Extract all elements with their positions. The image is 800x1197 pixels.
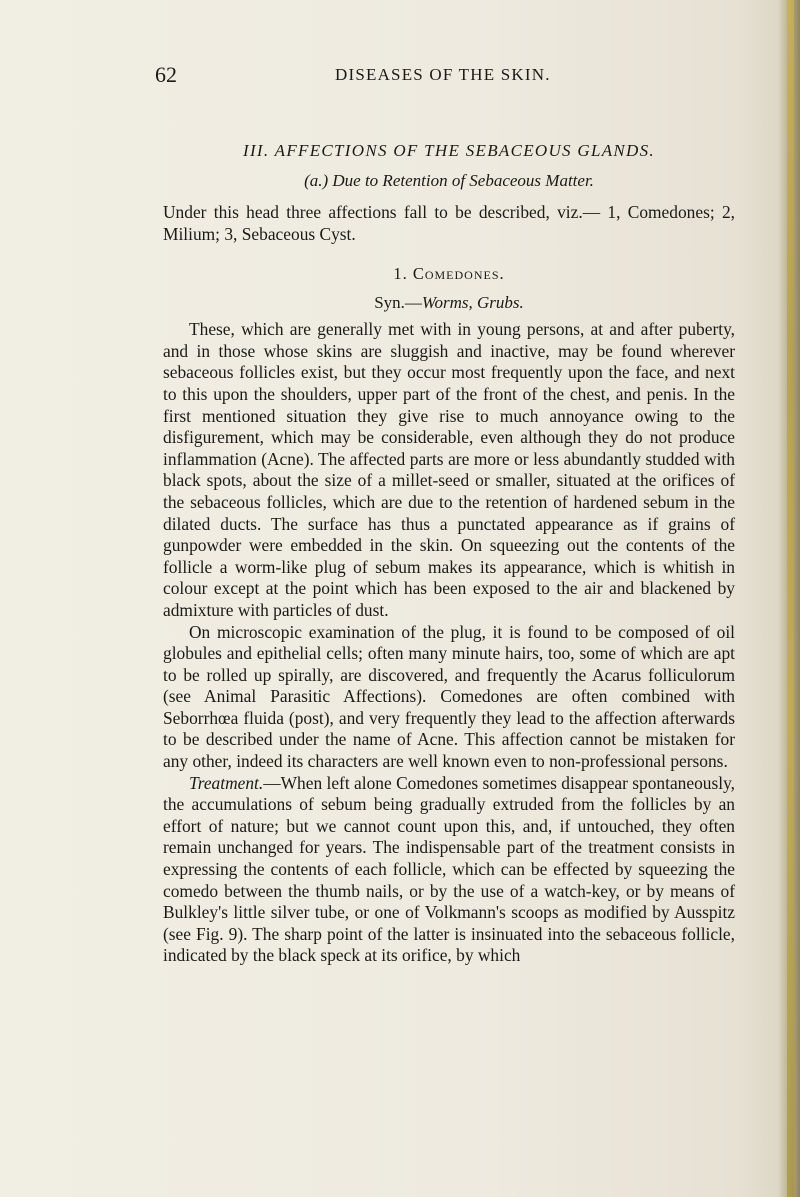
page-body <box>163 140 735 967</box>
treatment-text: —When left alone Comedones sometimes disappear spontaneously, the accumulations of sebum being gradually extruded from the follicles by an effort of nature; but we cannot count upon this, and, if untouched, they often remain unchanged for years. The indispensable part of the treatment consists in expressing the contents of each follicle, which can be effected by squeezing the comedo between the thumb nails, or by the use of a watch-key, or by means of Bulkley's little silver tube, or one of Volkmann's scoops as modified by Ausspitz (see Fig. 9). The sharp point of the latter is insinuated into the sebaceous follicle, indicated by the black speck at its orifice, by which <box>163 772 735 966</box>
paragraph-microscopic: On microscopic examination of the plug, it is found to be composed of oil globules and epithelial cells; often many minute hairs, too, some of which are apt to be rolled up spirally, are discovered, and frequently the Acarus folliculorum (see Animal Parasitic Affections). Comedones are often combined with Seborrhœa fluida (post), and very frequently they lead to the affection afterwards to be described under the name of Acne. This affection cannot be mistaken for any other, indeed its characters are well known even to non-professional persons. <box>163 621 735 772</box>
page-edge-binding <box>787 0 794 1197</box>
page-header <box>155 62 755 94</box>
treatment-lead: Treatment. <box>189 772 264 793</box>
paragraph-treatment <box>163 773 735 967</box>
section-intro: Under this head three affections fall to be described, viz.— 1, Comedones; 2, Milium; 3, Sebaceous Cyst. <box>163 202 735 244</box>
page-number: 62 <box>155 62 177 87</box>
section-title: III. AFFECTIONS OF THE SEBACEOUS GLANDS. <box>243 141 655 160</box>
synonyms-line <box>163 292 735 313</box>
section-subtitle: (a.) Due to Retention of Sebaceous Matter. <box>304 171 594 190</box>
synonyms-label: Syn.— <box>374 293 422 313</box>
subsection-heading: 1. Comedones. <box>393 264 505 284</box>
synonyms-value: Worms, Grubs. <box>421 293 524 313</box>
paragraph-description: These, which are generally met with in young persons, at and after puberty, and in those whose skins are sluggish and inactive, may be found wherever sebaceous follicles exist, but they occur most frequently upon the face, and next to this upon the shoulders, upper part of the front of the chest, and penis. In the first mentioned situation they give rise to much annoyance owing to the disfigurement, which may be considerable, even although they do not produce inflammation (Acne). The affected parts are more or less abundantly studded with black spots, about the size of a millet-seed or smaller, situated at the orifices of the sebaceous follicles, which are due to the retention of hardened sebum in the dilated ducts. The surface has thus a punctated appearance as if grains of gunpowder were embedded in the skin. On squeezing out the contents of the follicle a worm-like plug of sebum makes its appearance, which is whitish in colour except at the point which has been exposed to the air and blackened by admixture with particles of dust. <box>163 319 735 620</box>
running-head: DISEASES OF THE SKIN. <box>335 65 551 84</box>
